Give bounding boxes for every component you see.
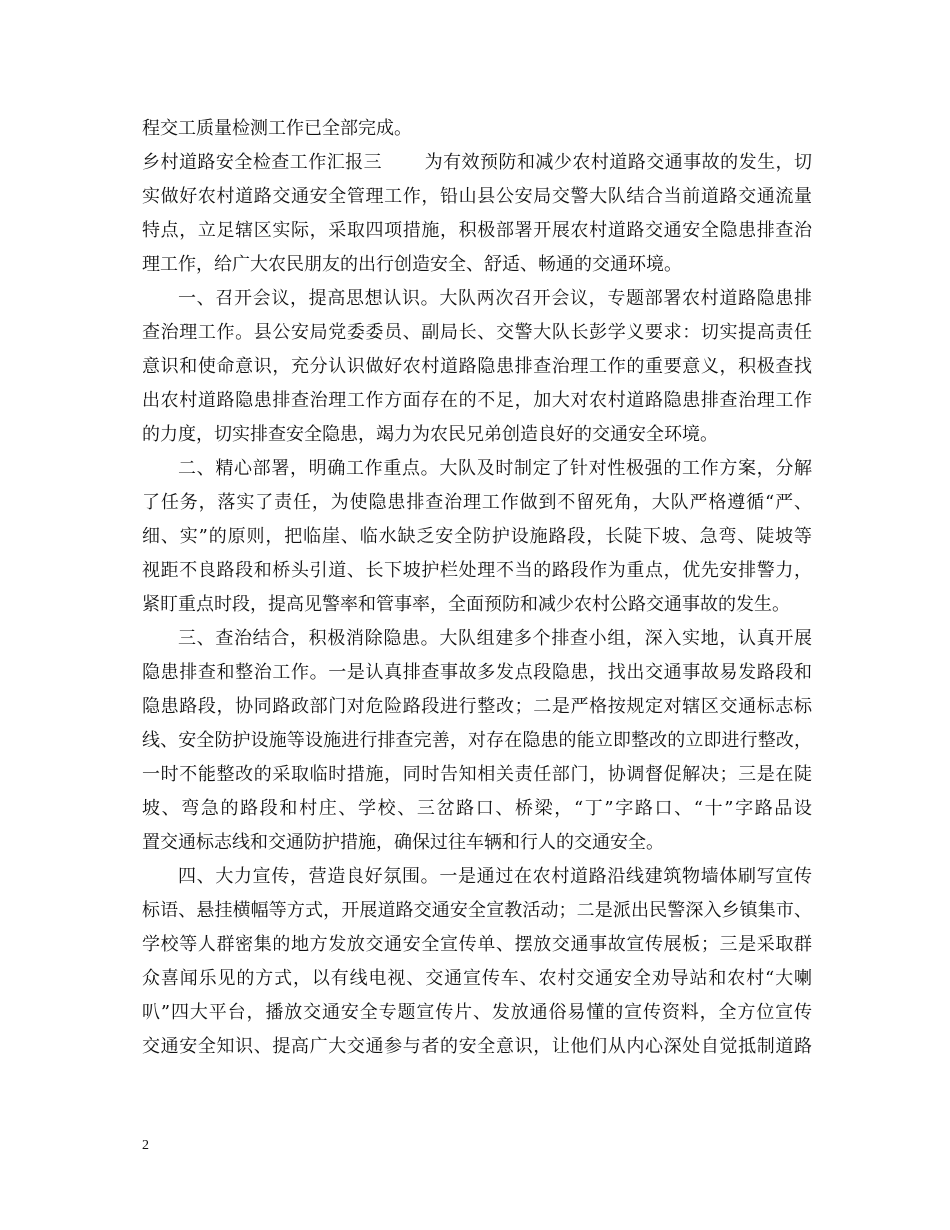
text-line: 了任务，落实了责任，为使隐患排查治理工作做到不留死角，大队严格遵循“严、 <box>142 492 812 513</box>
text-line: 紧盯重点时段，提高见警率和管事率，全面预防和减少农村公路交通事故的发生。 <box>142 594 790 615</box>
text-line: 叭”四大平台，播放交通安全专题宣传片、发放通俗易懂的宣传资料，全方位宣传 <box>142 1002 812 1023</box>
text-line: 坡、弯急的路段和村庄、学校、三岔路口、桥梁，“丁”字路口、“十”字路品设 <box>142 798 812 819</box>
text-line: 的力度，切实排查安全隐患，竭力为农民兄弟创造良好的交通安全环境。 <box>142 424 718 445</box>
text-line: 学校等人群密集的地方发放交通安全宣传单、摆放交通事故宣传展板；三是采取群 <box>142 934 812 955</box>
text-line: 细、实”的原则，把临崖、临水缺乏安全防护设施路段，长陡下坡、急弯、陡坡等 <box>142 526 812 547</box>
text-line: 查治理工作。县公安局党委委员、副局长、交警大队长彭学义要求：切实提高责任 <box>142 322 812 343</box>
paragraph-first-line: 二、精心部署，明确工作重点。大队及时制定了针对性极强的工作方案，分解 <box>178 458 812 479</box>
section-title: 乡村道路安全检查工作汇报三 <box>142 152 383 173</box>
text-line: 线、安全防护设施等设施进行排查完善，对存在隐患的能立即整改的立即进行整改， <box>142 730 812 751</box>
paragraph-first-line: 一、召开会议，提高思想认识。大队两次召开会议，专题部署农村道路隐患排 <box>178 288 812 309</box>
text-line: 隐患路段，协同路政部门对危险路段进行整改；二是严格按规定对辖区交通标志标 <box>142 696 812 717</box>
paragraph-first-line: 三、查治结合，积极消除隐患。大队组建多个排查小组，深入实地，认真开展 <box>178 628 812 649</box>
text-line: 众喜闻乐见的方式，以有线电视、交通宣传车、农村交通安全劝导站和农村“大喇 <box>142 968 812 989</box>
text-line: 特点，立足辖区实际，采取四项措施，积极部署开展农村道路交通安全隐患排查治 <box>142 220 812 241</box>
text-line: 隐患排查和整治工作。一是认真排查事故多发点段隐患，找出交通事故易发路段和 <box>142 662 812 683</box>
text-line: 标语、悬挂横幅等方式，开展道路交通安全宣教活动；二是派出民警深入乡镇集市、 <box>142 900 812 921</box>
text-line: 程交工质量检测工作已全部完成。 <box>142 118 412 139</box>
text-line <box>142 146 812 180</box>
text-line: 置交通标志线和交通防护措施，确保过往车辆和行人的交通安全。 <box>142 832 664 853</box>
text-line: 一时不能整改的采取临时措施，同时告知相关责任部门，协调督促解决；三是在陡 <box>142 764 812 785</box>
text-line: 交通安全知识、提高广大交通参与者的安全意识，让他们从内心深处自觉抵制道路 <box>142 1036 812 1057</box>
page-number: 2 <box>142 1138 149 1153</box>
paragraph-first-line: 四、大力宣传，营造良好氛围。一是通过在农村道路沿线建筑物墙体刷写宣传 <box>178 866 812 887</box>
text-fragment: 为有效预防和减少农村道路交通事故的发生，切 <box>424 152 813 173</box>
text-line: 视距不良路段和桥头引道、长下坡护栏处理不当的路段作为重点，优先安排警力， <box>142 560 812 581</box>
text-line: 出农村道路隐患排查治理工作方面存在的不足，加大对农村道路隐患排查治理工作 <box>142 390 812 411</box>
text-line: 理工作，给广大农民朋友的出行创造安全、舒适、畅通的交通环境。 <box>142 254 682 275</box>
text-line: 意识和使命意识，充分认识做好农村道路隐患排查治理工作的重要意义，积极查找 <box>142 356 812 377</box>
text-line: 实做好农村道路交通安全管理工作，铅山县公安局交警大队结合当前道路交通流量 <box>142 186 812 207</box>
